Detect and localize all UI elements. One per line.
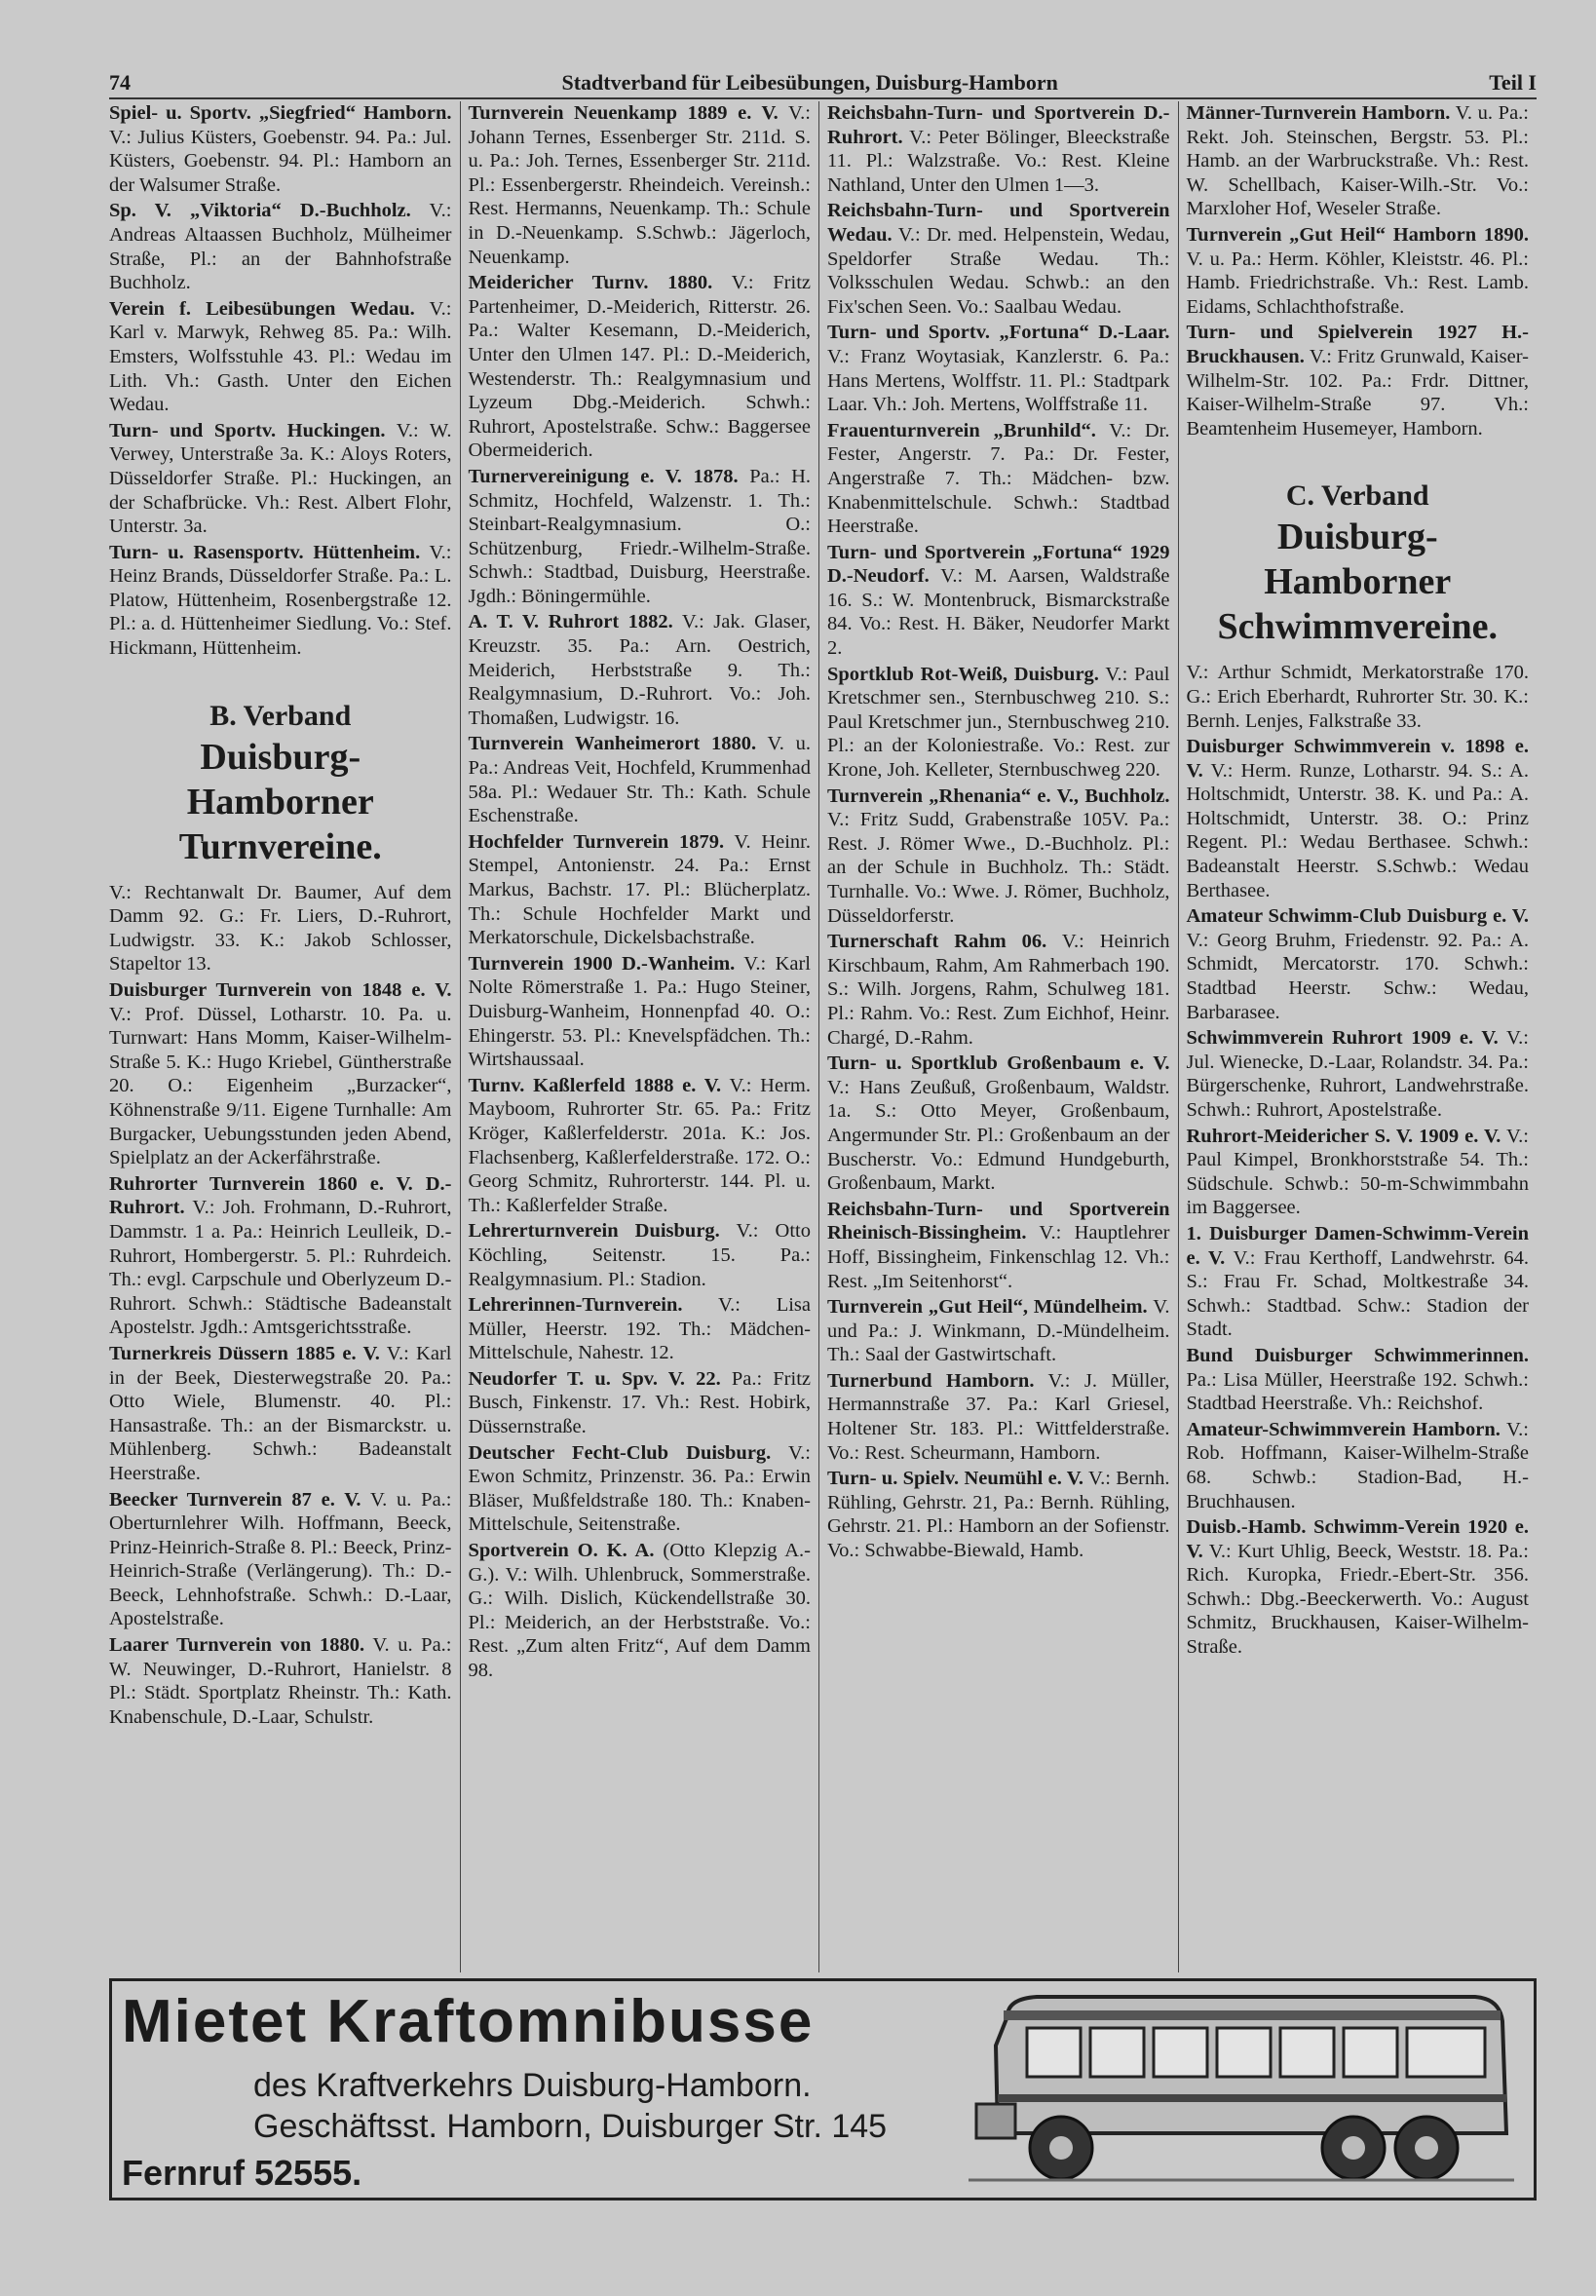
directory-entry — [1187, 1418, 1530, 1513]
club-details: V.: Hans Zeußuß, Großenbaum, Waldstr. 1a. S.: Otto Meyer, Großenbaum, Angermunder Str. Pl.: Großenbaum an der Buscherstr. Vo.: Edmund Hundgeburth, Großenbaum, Markt. — [827, 1076, 1170, 1195]
club-name: Lehrerturnverein Duisburg. — [468, 1220, 720, 1243]
directory-entry — [827, 784, 1170, 929]
directory-entry — [1187, 101, 1530, 221]
club-name: Ruhrorter Turnverein 1860 e. V. D.-Ruhrort. — [109, 1172, 452, 1219]
club-details: V.: Prof. Düssel, Lotharstr. 10. Pa. u. Turnwart: Hans Momm, Kaiser-Wilhelm-Straße 5. K.: Hugo Kriebel, Güntherstraße 20. O.: Eigenheim „Burzacker“, Köhnenstraße 9/11. Eigene Turnhalle: Am Burgacker, Uebungsstunden jeden Abend, Spielplatz an der Ackerfährstraße. — [109, 1003, 452, 1169]
club-name: Turn- u. Rasensportv. Hüttenheim. — [109, 541, 421, 563]
club-name: Ruhrort-Meidericher S. V. 1909 e. V. — [1186, 1125, 1501, 1147]
club-details: V.: Bernh. Rühling, Gehrstr. 21, Pa.: Bernh. Rühling, Gehrstr. 21. Pl.: Hamborn an der Sofienstr. Vo.: Schwabbe-Biewald, Hamb. — [827, 1468, 1170, 1562]
club-details: V.: Fritz Sudd, Grabenstraße 105V. Pa.: Rest. J. Römer Wwe., D.-Buchholz. Pl.: an der Schule in Buchholz. Th.: Städt. Turnhalle. Vo.: Wwe. J. Römer, Buchholz, Düsseldorferstr. — [827, 809, 1170, 927]
advertisement — [109, 1978, 1537, 2200]
club-details: V.: Hauptlehrer Hoff, Bissingheim, Finkenschlag 12. Vh.: Rest. „Im Seitenhorst“. — [827, 1222, 1170, 1292]
club-details: Pa.: H. Schmitz, Hochfeld, Walzenstr. 1. Th.: Steinbart-Realgymnasium. O.: Schützenburg, Friedr.-Wilhelm-Straße. Schwh.: Stadtbad, Duisburg, Heerstraße. Jgdh.: Böningermühle. — [468, 465, 811, 607]
ad-line-1: des Kraftverkehrs Duisburg-Hamborn. — [253, 2067, 812, 2104]
directory-entry — [469, 1074, 812, 1218]
directory-entry — [109, 978, 452, 1170]
club-name: Verein f. Leibesübungen Wedau. — [109, 297, 415, 320]
club-details: V.: W. Verwey, Unterstraße 3a. K.: Aloys Roters, Düsseldorfer Straße. Pl.: Huckingen, an der Schafbrücke. Vh.: Rest. Albert Flohr, Unterstr. 3a. — [109, 419, 452, 538]
club-details: Pa.: Fritz Busch, Finkenstr. 17. Vh.: Rest. Hobirk, Düssernstraße. — [468, 1367, 812, 1438]
club-name: Schwimmverein Ruhrort 1909 e. V. — [1186, 1027, 1499, 1050]
club-details: V.: Johann Ternes, Essenberger Str. 211d. S. u. Pa.: Joh. Ternes, Essenberger Str. 211d. Pl.: Essenbergerstr. Rheindeich. Vereinsh.: Rest. Hermanns, Neuenkamp. Th.: Schule in D.-Neuenkamp. S.Schwb.: Jägerloch, Neuenkamp. — [468, 102, 811, 268]
club-details: V.: Joh. Frohmann, D.-Ruhrort, Dammstr. 1 a. Pa.: Heinrich Leulleik, D.-Ruhrort, Hombergerstr. 5. Pl.: Ruhrdeich. Th.: evgl. Carpschule und Oberlyzeum D.-Ruhrort. Schwh.: Städtische Badeanstalt Apostelstr. Jgdh.: Amtsgerichtsstraße. — [109, 1197, 452, 1339]
directory-entry — [109, 1172, 452, 1340]
directory-entry — [827, 541, 1170, 661]
section-heading-line2: Duisburg-Hamborner — [1264, 517, 1452, 603]
club-details: V.: Paul Kimpel, Bronkhorststraße 54. Th.: Südschule. Schwb.: 50-m-Schwimmbahn im Baggersee. — [1186, 1125, 1529, 1219]
directory-entry — [827, 101, 1170, 197]
club-name: Reichsbahn-Turn- und Sportverein D.-Ruhrort. — [827, 102, 1170, 148]
directory-entry — [827, 199, 1170, 319]
club-details: V.: Julius Küsters, Goebenstr. 94. Pa.: Jul. Küsters, Goebenstr. 94. Pl.: Hamborn an der Walsumer Straße. — [109, 126, 452, 196]
column-1 — [109, 101, 461, 1972]
section-heading-line2: Duisburg-Hamborner — [186, 736, 374, 823]
part-label: Teil I — [1489, 70, 1537, 95]
directory-entry — [1187, 735, 1530, 902]
directory-entry — [469, 610, 812, 730]
club-name: Meidericher Turnv. 1880. — [468, 272, 713, 294]
club-details: V.: Peter Bölinger, Bleeckstraße 11. Pl.: Walzstraße. Vo.: Rest. Kleine Nathland, Unter den Ulmen 1—3. — [827, 126, 1170, 196]
club-name: Reichsbahn-Turn- und Sportverein Rheinisch-Bissingheim. — [827, 1198, 1170, 1244]
directory-entry — [827, 1198, 1170, 1293]
club-name: Lehrerinnen-Turnverein. — [468, 1294, 683, 1317]
club-details: V.: Franz Woytasiak, Kanzlerstr. 6. Pa.: Hans Mertens, Wolffstr. 11. Pl.: Stadtpark Laar. Vh.: Joh. Mertens, Wolffstraße 11. — [827, 345, 1170, 416]
directory-entry — [109, 101, 452, 197]
directory-entry — [1187, 223, 1530, 319]
directory-entry — [1187, 904, 1530, 1024]
club-name: Sp. V. „Viktoria“ D.-Buchholz. — [109, 200, 411, 222]
club-name: 1. Duisburger Damen-Schwimm-Verein e. V. — [1186, 1222, 1529, 1269]
club-details: V.: Jak. Glaser, Kreuzstr. 35. Pa.: Arn. Oestrich, Meiderich, Herbststraße 9. Th.: Realgymnasium, D.-Ruhrort. Vo.: Joh. Thomaßen, Ludwigstr. 16. — [468, 611, 811, 729]
club-details: V. u. Pa.: Herm. Köhler, Kleiststr. 46. Pl.: Hamb. Friedrichstraße. Vh.: Rest. Lamb. Eidams, Schlachthofstraße. — [1186, 248, 1529, 318]
club-name: Amateur-Schwimmverein Hamborn. — [1186, 1418, 1501, 1440]
section-heading-line1: C. Verband — [1285, 479, 1429, 513]
club-name: A. T. V. Ruhrort 1882. — [468, 611, 673, 633]
directory-entry — [469, 830, 812, 950]
club-details: V. u. Pa.: Oberturnlehrer Wilh. Hoffmann, Beeck, Prinz-Heinrich-Straße 8. Pl.: Beeck, Prinz-Heinrich-Straße (Verlängerung). Th.: D.-Beeck, Lehnhofstraße. Schwh.: D.-Laar, Apostelstraße. — [109, 1488, 452, 1630]
directory-entry — [109, 297, 452, 417]
page-number: 74 — [109, 70, 131, 95]
club-details: V. Heinr. Stempel, Antonienstr. 24. Pa.: Ernst Markus, Bachstr. 17. Pl.: Blücherplatz. Th.: Schule Hochfelder Markt und Merkatorschule, Dickelsbachstraße. — [468, 830, 811, 949]
directory-entry — [827, 1369, 1170, 1465]
directory-entry — [109, 1633, 452, 1729]
club-name: Turnerschaft Rahm 06. — [827, 931, 1047, 953]
directory-entry — [1187, 1515, 1530, 1660]
directory-entry — [1187, 1125, 1530, 1220]
club-details: V.: Dr. Fester, Angerstr. 7. Pa.: Dr. Fester, Angerstraße 7. Th.: Mädchen- bzw. Knabenmittelschule. Schwh.: Stadtbad Heerstraße. — [827, 419, 1170, 538]
club-name: Laarer Turnverein von 1880. — [109, 1634, 365, 1657]
club-name: Turn- u. Spielv. Neumühl e. V. — [827, 1468, 1084, 1490]
ad-line-2: Geschäftsst. Hamborn, Duisburger Str. 145 — [253, 2108, 888, 2145]
directory-entry — [469, 1219, 812, 1291]
club-details: (Otto Klepzig A.-G.). V.: Wilh. Uhlenbruck, Sommerstraße. G.: Wilh. Dislich, Kückendellstraße 30. Pl.: Meiderich, an der Herbststraße. Vo.: Rest. „Zum alten Fritz“, Auf dem Damm 98. — [468, 1540, 811, 1681]
club-name: Turnverein Neuenkamp 1889 e. V. — [468, 102, 779, 124]
directory-entry — [469, 952, 812, 1072]
club-details: V.: Andreas Altaassen Buchholz, Mülheimer Straße, Pl.: an der Bahnhofstraße Buchholz. — [109, 200, 452, 294]
club-name: Deutscher Fecht-Club Duisburg. — [468, 1441, 772, 1464]
club-name: Turnv. Kaßlerfeld 1888 e. V. — [468, 1074, 722, 1096]
directory-entry — [827, 419, 1170, 539]
directory-entry — [1187, 1222, 1530, 1342]
club-details: V.: Fritz Partenheimer, D.-Meiderich, Ritterstr. 26. Pa.: Walter Kesemann, D.-Meiderich, Unter den Ulmen 147. Pl.: D.-Meiderich, Westenderstr. Th.: Realgymnasium und Lyzeum Dbg.-Meiderich. Schwh.: Ruhrort, Apostelstraße. Schw.: Baggersee Obermeiderich. — [468, 272, 811, 462]
club-name: Turn- und Sportv. Huckingen. — [109, 419, 386, 441]
section-heading — [109, 698, 452, 869]
club-name: Turn- und Sportverein „Fortuna“ 1929 D.-Neudorf. — [827, 541, 1170, 588]
directory-entry — [469, 732, 812, 827]
text-columns — [109, 101, 1537, 1972]
directory-entry — [469, 1539, 812, 1683]
club-details: V.: Otto Köchling, Seitenstr. 15. Pa.: Realgymnasium. Pl.: Stadion. — [468, 1220, 811, 1290]
running-title: Stadtverband für Leibesübungen, Duisburg-Hamborn — [561, 70, 1058, 95]
club-details: V.: Ewon Schmitz, Prinzenstr. 36. Pa.: Erwin Bläser, Mußfeldstraße 180. Th.: Knaben-Mittelschule, Seitenstraße. — [468, 1441, 811, 1536]
club-details: V.: Heinz Brands, Düsseldorfer Straße. Pa.: L. Platow, Hüttenheim, Rosenbergstraße 12. Pl.: a. d. Hüttenheimer Siedlung. Vo.: Stef. Hickmann, Hüttenheim. — [109, 541, 452, 660]
club-name: Turnverein „Gut Heil“, Mündelheim. — [827, 1296, 1148, 1319]
club-name: Duisb.-Hamb. Schwimm-Verein 1920 e. V. — [1186, 1516, 1529, 1562]
section-heading-line1: B. Verband — [209, 699, 352, 732]
club-name: Turn- und Sportv. „Fortuna“ D.-Laar. — [827, 322, 1170, 344]
club-name: Hochfelder Turnverein 1879. — [468, 830, 725, 853]
directory-entry — [827, 321, 1170, 416]
directory-entry — [469, 271, 812, 463]
club-name: Amateur Schwimm-Club Duisburg e. V. — [1186, 905, 1529, 928]
ad-phone: Fernruf 52555. — [122, 2153, 362, 2193]
page-header — [109, 62, 1537, 99]
club-details: V.: Karl v. Marwyk, Rehweg 85. Pa.: Wilh. Emsters, Wolfsstuhle 43. Pl.: Wedau im Lith. Vh.: Gasth. Unter den Eichen Wedau. — [109, 297, 452, 416]
club-name: Turn- u. Sportklub Großenbaum e. V. — [827, 1052, 1170, 1075]
club-name: Duisburger Turnverein von 1848 e. V. — [109, 979, 452, 1002]
directory-entry — [469, 1367, 812, 1439]
section-heading-line3: Turnvereine. — [178, 825, 382, 867]
club-details: V.: Dr. med. Helpenstein, Wedau, Speldorfer Straße Wedau. Th.: Volksschulen Wedau. Schwb.: an den Fix'schen Seen. Vo.: Saalbau Wedau. — [827, 223, 1170, 318]
club-name: Turnervereinigung e. V. 1878. — [468, 465, 739, 487]
directory-entry — [1187, 321, 1530, 440]
club-details: V. u. Pa.: Andreas Veit, Hochfeld, Krummenhad 58a. Pl.: Wedauer Str. Th.: Kath. Schule Eschenstraße. — [468, 733, 812, 827]
club-name: Bund Duisburger Schwimmerinnen. — [1186, 1344, 1529, 1366]
club-name: Reichsbahn-Turn- und Sportverein Wedau. — [827, 200, 1170, 246]
directory-entry — [109, 1342, 452, 1486]
directory-entry — [469, 101, 812, 269]
club-details: V. und Pa.: J. Winkmann, D.-Mündelheim. Th.: Saal der Gastwirtschaft. — [827, 1296, 1170, 1366]
directory-entry — [1187, 1344, 1530, 1416]
directory-entry — [469, 1293, 812, 1365]
club-details: V.: Arthur Schmidt, Merkatorstraße 170. G.: Erich Eberhardt, Ruhrorter Str. 30. K.: Bernh. Lenjes, Falkstraße 33. — [1186, 662, 1529, 732]
directory-entry — [827, 1467, 1170, 1562]
club-name: Spiel- u. Sportv. „Siegfried“ Hamborn. — [109, 102, 452, 124]
directory-entry — [109, 1488, 452, 1632]
club-details: V. u. Pa.: W. Neuwinger, D.-Ruhrort, Hanielstr. 8 Pl.: Städt. Sportplatz Rheinstr. Th.: Kath. Knabenschule, D.-Laar, Schulstr. — [109, 1634, 452, 1728]
club-details: Pa.: Lisa Müller, Heerstraße 192. Schwh.: Stadtbad Heerstraße. Vh.: Reichshof. — [1186, 1368, 1529, 1415]
directory-entry — [827, 1052, 1170, 1196]
club-name: Frauenturnverein „Brunhild“. — [827, 419, 1096, 441]
column-2 — [461, 101, 820, 1972]
club-details: V.: Jul. Wienecke, D.-Laar, Rolandstr. 34. Pa.: Bürgerschenke, Ruhrort, Landwehrstraße. Schwh.: Ruhrort, Apostelstraße. — [1186, 1027, 1529, 1121]
column-3 — [819, 101, 1179, 1972]
club-details: V.: J. Müller, Hermannstraße 37. Pa.: Karl Griesel, Holtener Str. 183. Pl.: Wittfelderstraße. Vo.: Rest. Scheurmann, Hamborn. — [827, 1369, 1170, 1464]
club-details: V.: Rechtanwalt Dr. Baumer, Auf dem Damm 92. G.: Fr. Liers, D.-Ruhrort, Ludwigstr. 33. K.: Jakob Schlosser, Stapeltor 13. — [109, 881, 452, 976]
ad-title: Mietet Kraftomnibusse — [122, 1988, 815, 2055]
directory-entry — [109, 541, 452, 661]
club-name: Turn- und Spielverein 1927 H.-Bruckhausen. — [1186, 322, 1529, 367]
directory-entry — [827, 663, 1170, 783]
directory-entry — [827, 1295, 1170, 1367]
club-details: V.: Kurt Uhlig, Beeck, Weststr. 18. Pa.: Rich. Kuropka, Friedr.-Ebert-Str. 356. Schwh.: Dbg.-Beeckerwerth. Vo.: August Schmitz, Bruckhausen, Kaiser-Wilhelm-Straße. — [1186, 1540, 1529, 1659]
section-heading-line3: Schwimmvereine. — [1217, 606, 1498, 648]
club-name: Duisburger Schwimmverein v. 1898 e. V. — [1186, 736, 1529, 782]
club-details: V.: Karl in der Beek, Diesterwegstraße 20. Pa.: Otto Wiele, Blumenstr. 40. Pl.: Hansastraße. Th.: an der Bismarckstr. u. Mühlenberg. Schwh.: Badeanstalt Heerstraße. — [109, 1342, 452, 1484]
club-details: V.: Karl Nolte Römerstraße 1. Pa.: Hugo Steiner, Duisburg-Wanheim, Honnenpfad 40. O.: Ehingerstr. 53. Pl.: Knevelspfädchen. Th.: Wirtshaussaal. — [468, 952, 811, 1071]
club-name: Turnverein Wanheimerort 1880. — [468, 733, 757, 755]
directory-entry — [1187, 1026, 1530, 1122]
club-name: Turnerkreis Düssern 1885 e. V. — [109, 1342, 380, 1364]
club-name: Sportklub Rot-Weiß, Duisburg. — [827, 663, 1099, 685]
club-name: Turnverein „Gut Heil“ Hamborn 1890. — [1186, 223, 1529, 246]
directory-entry — [827, 930, 1170, 1050]
club-details: V.: Frau Kerthoff, Landwehrstr. 64. S.: Frau Fr. Schad, Moltkestraße 34. Schwh.: Stadtbad. Schw.: Stadion der Stadt. — [1186, 1246, 1529, 1341]
club-name: Turnerbund Hamborn. — [827, 1369, 1035, 1392]
club-details: V.: Heinrich Kirschbaum, Rahm, Am Rahmerbach 190. S.: Wilh. Jorgens, Rahm, Schulweg 181. Pl.: Rahm. Vo.: Rest. Zum Eichhof, Heinr. Chargé, D.-Rahm. — [827, 931, 1170, 1049]
club-details: V. u. Pa.: Rekt. Joh. Steinschen, Bergstr. 53. Pl.: Hamb. an der Warbruckstraße. Vh.: Rest. W. Schellbach, Kaiser-Wilh.-Str. Vo.: Marxloher Hof, Weseler Straße. — [1186, 102, 1529, 220]
club-name: Neudorfer T. u. Spv. V. 22. — [468, 1367, 721, 1390]
directory-entry — [1187, 661, 1530, 733]
club-name: Turnverein „Rhenania“ e. V., Buchholz. — [827, 784, 1170, 807]
club-details: V.: Herm. Runze, Lotharstr. 94. S.: A. Holtschmidt, Unterstr. 38. K. und Pa.: A. Holtschmidt, Unterstr. 38. O.: Prinz Regent. Pl.: Wedau Berthasee. Schwh.: Badeanstalt Heerstr. S.Schwb.: Wedau Berthasee. — [1186, 759, 1529, 901]
club-name: Turnverein 1900 D.-Wanheim. — [468, 952, 736, 975]
club-details: V.: Lisa Müller, Heerstr. 192. Th.: Mädchen-Mittelschule, Nahestr. 12. — [468, 1294, 811, 1364]
directory-entry — [469, 1441, 812, 1537]
directory-entry — [469, 465, 812, 609]
section-heading — [1187, 478, 1530, 649]
club-details: V.: Georg Bruhm, Friedenstr. 92. Pa.: A. Schmidt, Mercatorstr. 170. Schwh.: Stadtbad Heerstr. Schw.: Wedau, Barbarasee. — [1186, 929, 1529, 1023]
directory-entry — [109, 199, 452, 294]
club-details: V.: Fritz Grunwald, Kaiser-Wilhelm-Str. 102. Pa.: Frdr. Dittner, Kaiser-Wilhelm-Straße 97. Vh.: Beamtenheim Husemeyer, Hamborn. — [1186, 345, 1529, 440]
club-name: Männer-Turnverein Hamborn. — [1186, 102, 1451, 124]
directory-entry — [109, 881, 452, 976]
directory-entry — [109, 419, 452, 539]
column-4 — [1179, 101, 1538, 1972]
club-name: Sportverein O. K. A. — [468, 1540, 655, 1562]
club-name: Beecker Turnverein 87 e. V. — [109, 1488, 361, 1511]
bus-illustration — [969, 1987, 1514, 2192]
club-details: V.: Herm. Mayboom, Ruhrorter Str. 65. Pa.: Fritz Kröger, Kaßlerfelderstr. 201a. K.: Jos. Flachsenberg, Kaßlerfelderstraße. 172. O.: Georg Schmitz, Ruhrorterstr. 144. Pl. u. Th.: Kaßlerfelder Straße. — [468, 1074, 811, 1216]
club-details: V.: M. Aarsen, Waldstraße 16. S.: W. Montenbruck, Bismarckstraße 84. Vo.: Rest. H. Bäker, Neudorfer Markt 2. — [827, 565, 1170, 660]
club-details: V.: Paul Kretschmer sen., Sternbuschweg 210. S.: Paul Kretschmer jun., Sternbuschweg 210. Pl.: an der Koloniestraße. Vo.: Rest. zur Krone, Joh. Kelleter, Sternbuschweg 220. — [827, 663, 1170, 782]
club-details: V.: Rob. Hoffmann, Kaiser-Wilhelm-Straße 68. Schwb.: Stadion-Bad, H.-Bruchhausen. — [1186, 1418, 1529, 1512]
